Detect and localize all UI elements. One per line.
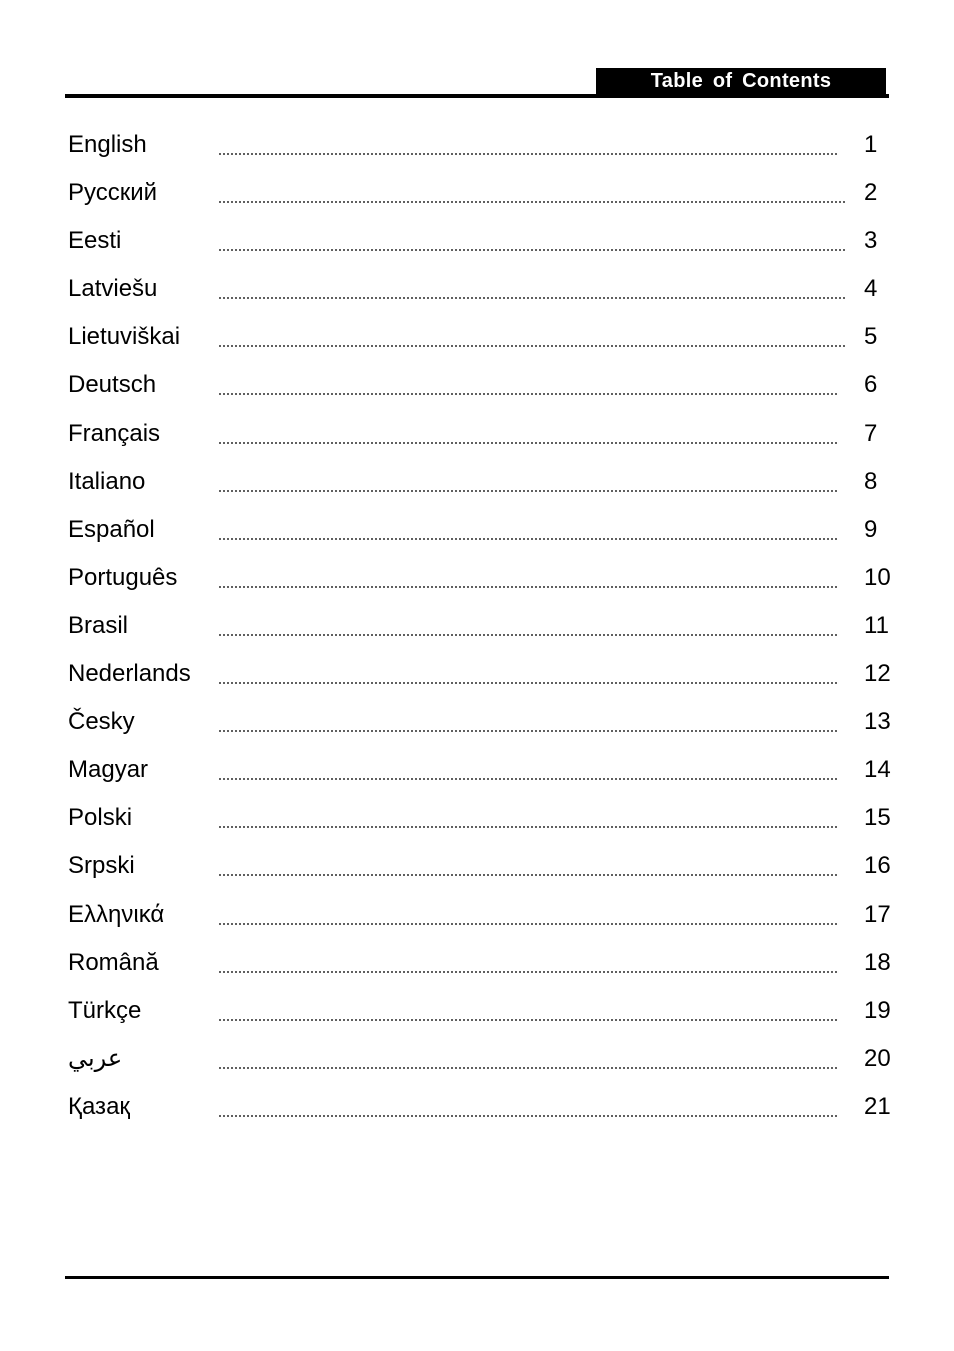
toc-page-number: 20	[864, 1044, 891, 1072]
toc-page-number: 2	[864, 179, 878, 207]
toc-entry-label: Srpski	[68, 852, 135, 880]
toc-dot-leader	[218, 1115, 837, 1117]
toc-dot-leader	[218, 586, 837, 588]
toc-entry-label: عربي	[68, 1044, 123, 1072]
toc-dot-leader	[218, 1067, 837, 1069]
toc-page-number: 14	[864, 756, 891, 784]
toc-entry-label: Eesti	[68, 227, 122, 255]
toc-entry-serbian[interactable]	[0, 843, 954, 891]
toc-entry-czech[interactable]	[0, 699, 954, 747]
toc-dot-leader	[218, 923, 837, 925]
toc-entry-label: Қазақ	[68, 1092, 130, 1120]
toc-dot-leader	[218, 778, 837, 780]
toc-entry-greek[interactable]	[0, 892, 954, 940]
toc-dot-leader	[218, 201, 847, 203]
toc-page-number: 12	[864, 660, 891, 688]
toc-page-number: 6	[864, 371, 878, 399]
toc-dot-leader	[218, 826, 837, 828]
toc-entry-label: Deutsch	[68, 371, 157, 399]
toc-entry-label: Ελληνικά	[68, 900, 165, 928]
toc-dot-leader	[218, 634, 837, 636]
toc-entry-label: Brasil	[68, 611, 129, 639]
toc-entry-french[interactable]	[0, 411, 954, 459]
toc-page-number: 17	[864, 900, 891, 928]
toc-entry-estonian[interactable]	[0, 218, 954, 266]
toc-entry-label: Русский	[68, 179, 158, 207]
toc-page-number: 4	[864, 275, 878, 303]
header-rule	[65, 94, 889, 98]
toc-entry-label: Latviešu	[68, 275, 158, 303]
toc-entry-latvian[interactable]	[0, 266, 954, 314]
toc-page-number: 16	[864, 852, 891, 880]
toc-entry-label: Česky	[68, 708, 135, 736]
toc-entry-label: Română	[68, 948, 159, 976]
toc-dot-leader	[218, 1019, 837, 1021]
toc-dot-leader	[218, 874, 837, 876]
toc-page-number: 18	[864, 948, 891, 976]
toc-page-number: 13	[864, 708, 891, 736]
toc-dot-leader	[218, 249, 847, 251]
toc-entry-label: Polski	[68, 804, 133, 832]
toc-dot-leader	[218, 971, 837, 973]
toc-entry-hungarian[interactable]	[0, 747, 954, 795]
toc-entry-label: Nederlands	[68, 660, 191, 688]
toc-entry-portuguese[interactable]	[0, 555, 954, 603]
toc-entry-spanish[interactable]	[0, 507, 954, 555]
page-header-title: Table of Contents	[596, 68, 886, 95]
toc-page-number: 15	[864, 804, 891, 832]
toc-page-number: 1	[864, 131, 878, 158]
toc-page-number: 7	[864, 419, 878, 447]
toc-entry-english[interactable]	[0, 122, 954, 170]
toc-entry-label: Magyar	[68, 756, 149, 784]
toc-entry-kazakh[interactable]	[0, 1084, 954, 1132]
toc-dot-leader	[218, 153, 837, 155]
toc-entry-label: Français	[68, 419, 161, 447]
toc-page-number: 5	[864, 323, 878, 351]
toc-entry-arabic[interactable]	[0, 1036, 954, 1084]
toc-dot-leader	[218, 297, 847, 299]
toc-entry-label: Português	[68, 563, 178, 591]
toc-page-number: 8	[864, 467, 878, 495]
toc-entry-romanian[interactable]	[0, 940, 954, 988]
toc-page-number: 3	[864, 227, 878, 255]
toc-entry-label: Türkçe	[68, 996, 142, 1024]
toc-entry-label: Italiano	[68, 467, 146, 495]
toc-entry-italian[interactable]	[0, 459, 954, 507]
toc-page-number: 21	[864, 1092, 891, 1120]
toc-dot-leader	[218, 442, 837, 444]
toc-dot-leader	[218, 345, 847, 347]
toc-dot-leader	[218, 490, 837, 492]
toc-entry-label: English	[68, 131, 147, 158]
toc-entry-german[interactable]	[0, 362, 954, 410]
toc-entry-label: Lietuviškai	[68, 323, 181, 351]
toc-entry-lithuanian[interactable]	[0, 314, 954, 362]
toc-page-number: 11	[864, 611, 889, 639]
footer-rule	[65, 1276, 889, 1279]
toc-entry-polish[interactable]	[0, 795, 954, 843]
toc-dot-leader	[218, 393, 837, 395]
toc-entry-russian[interactable]	[0, 170, 954, 218]
toc-entry-label: Español	[68, 515, 155, 543]
table-of-contents	[0, 122, 954, 1132]
toc-entry-brazil[interactable]	[0, 603, 954, 651]
toc-dot-leader	[218, 538, 837, 540]
toc-page-number: 10	[864, 563, 891, 591]
toc-page-number: 19	[864, 996, 891, 1024]
toc-dot-leader	[218, 682, 837, 684]
toc-dot-leader	[218, 730, 837, 732]
toc-entry-dutch[interactable]	[0, 651, 954, 699]
toc-entry-turkish[interactable]	[0, 988, 954, 1036]
toc-page-number: 9	[864, 515, 878, 543]
